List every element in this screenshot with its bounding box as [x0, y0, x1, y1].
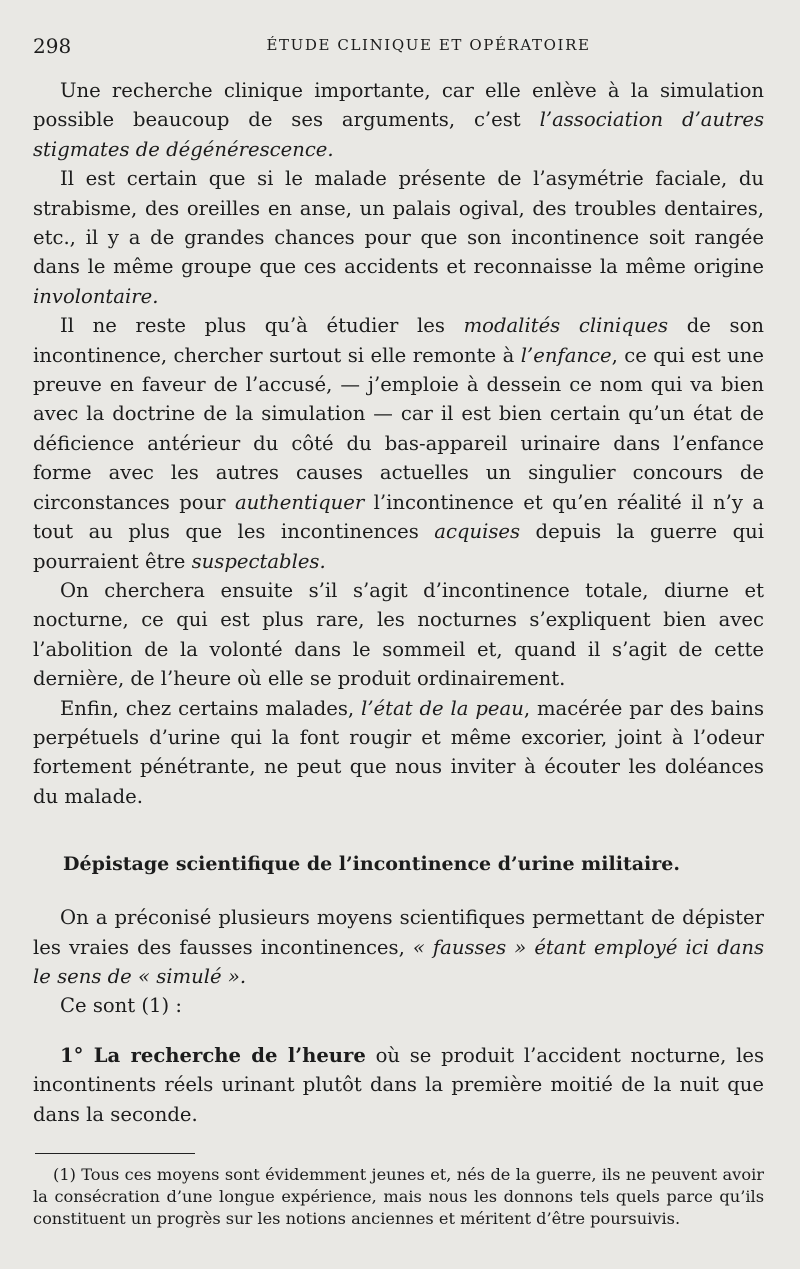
- text-run: depuis la guerre qui pourraient être: [33, 520, 764, 573]
- text-run: On cherchera ensuite s’il s’agit d’incontinence totale, diurne et nocturne, ce qui est plus rare, les nocturnes s’expliquent bien avec l’abolition de la volonté dans le sommeil et, quand il s’agit de cette dernière, de l’heure où elle se produit ordinairement.: [33, 578, 764, 691]
- italic-run: l’association d’autres stigmates de dégénérescence.: [33, 108, 764, 161]
- text-run: Il ne reste plus qu’à étudier les: [60, 314, 464, 338]
- italic-run: suspectables.: [191, 549, 326, 573]
- footnote-divider: [35, 1153, 195, 1154]
- italic-run: « fausses » étant employé ici dans le sens de « simulé ».: [33, 935, 764, 988]
- italic-run: l’état de la peau: [361, 696, 524, 720]
- text-run: Ce sont (1) :: [60, 994, 182, 1018]
- text-run: On a préconisé plusieurs moyens scientifiques permettant de dépister les vraies des fausses incontinences,: [33, 906, 764, 959]
- text-run: , ce qui est une preuve en faveur de l’accusé, — j’emploie à dessein ce nom qui va bien avec la doctrine de la simulation — car il est bien certain qu’un état de déficience antérieur du côté du bas-appareil urinaire dans l’enfance forme avec les autres causes actuelles un singulier concours de circonstances pour: [33, 343, 764, 514]
- italic-run: acquises: [434, 520, 521, 544]
- page-number: 298: [33, 34, 72, 58]
- paragraph-ce-sont: [33, 991, 764, 1020]
- text-run: Il est certain que si le malade présente de l’asymétrie faciale, du strabisme, des oreilles en anse, un palais ogival, des troubles dentaires, etc., il y a de grandes chances pour que son incontinence soit rangée dans le même groupe que ces accidents et reconnaisse la même origine: [33, 167, 764, 279]
- italic-run: modalités cliniques: [463, 314, 669, 338]
- italic-run: involontaire.: [33, 284, 159, 308]
- text-run: où se produit l’accident nocturne, les incontinents réels urinant plutôt dans la première moitié de la nuit que dans la seconde.: [33, 1043, 764, 1126]
- item-lead: 1° La recherche de l’heure: [60, 1043, 366, 1067]
- body-text: [33, 76, 764, 1129]
- paragraph-etat-peau: [33, 694, 764, 812]
- section-heading: Dépistage scientifique de l’incontinence d’urine militaire.: [63, 853, 680, 876]
- text-run: de son incontinence, chercher surtout si elle remonte à: [33, 314, 764, 367]
- running-title: ÉTUDE CLINIQUE ET OPÉRATOIRE: [266, 36, 591, 54]
- text-run: l’incontinence et qu’en réalité il n’y a tout au plus que les incontinences: [33, 490, 765, 544]
- italic-run: l’enfance: [520, 343, 612, 367]
- footnote: (1) Tous ces moyens sont évidemment jeunes et, nés de la guerre, ils ne peuvent avoir la consécration d’une longue expérience, mais nous les donnons tels quels parce qu’ils constituent un progrès sur les notions anciennes et méritent d’être poursuivis.: [33, 1165, 764, 1228]
- paragraph-moyens: [33, 903, 764, 991]
- text-run: Enfin, chez certains malades,: [60, 696, 362, 720]
- paragraph-stigmates: [33, 164, 764, 311]
- text-run: , macérée par des bains perpétuels d’urine qui la font rougir et même excorier, joint à l’odeur fortement pénétrante, ne peut que nous inviter à écouter les doléances du malade.: [33, 696, 765, 808]
- text-run: Une recherche clinique importante, car elle enlève à la simulation possible beaucoup de ses arguments, c’est: [33, 79, 764, 132]
- paragraph-modalites: [33, 311, 764, 576]
- list-item-heure: [33, 1041, 764, 1129]
- paragraph-incontinence-totale: [33, 576, 764, 694]
- paragraph-association: [33, 76, 764, 164]
- running-head: [33, 32, 764, 62]
- italic-run: authentiquer: [234, 490, 365, 514]
